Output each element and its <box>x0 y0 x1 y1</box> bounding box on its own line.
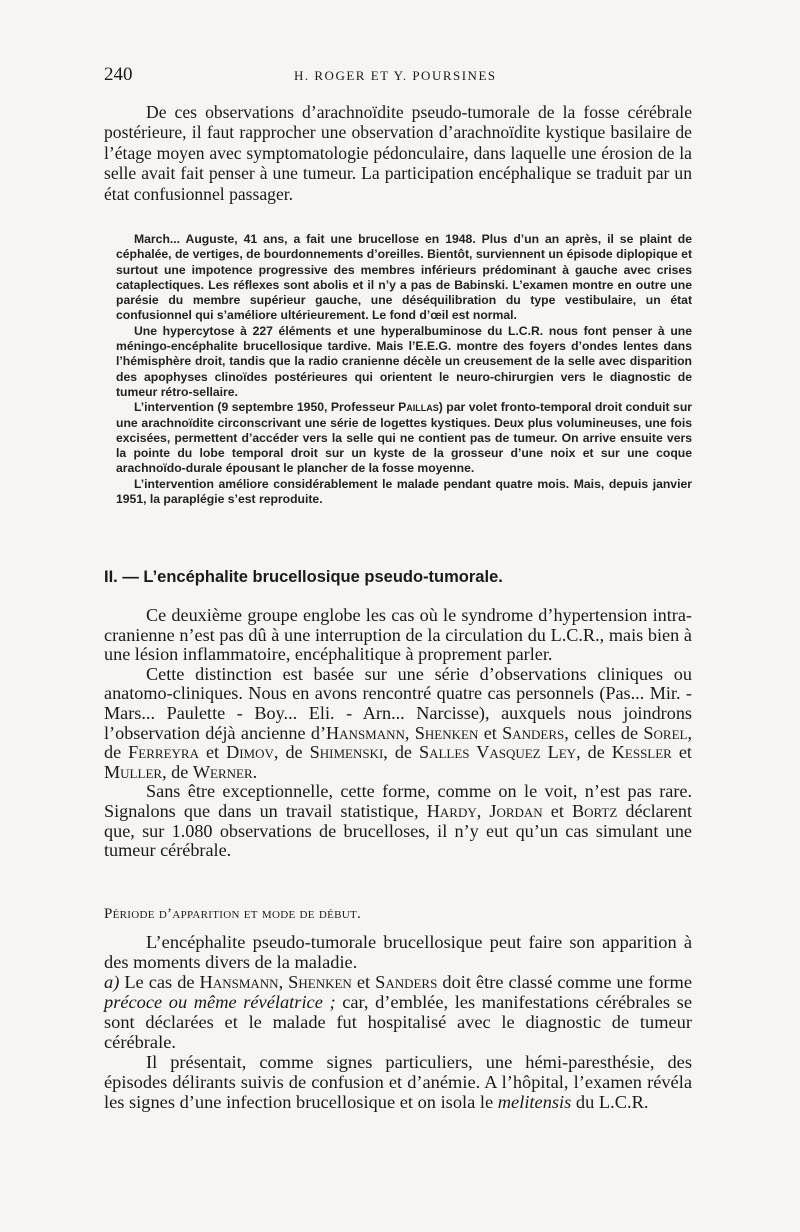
author-name: Muller <box>104 761 163 782</box>
text-run: et <box>351 972 376 992</box>
author-name: Hardy <box>426 800 477 821</box>
onset-paragraph-2 <box>104 1052 692 1112</box>
text-run: Le cas de <box>119 972 200 992</box>
group-paragraph-2: Cette distinction est basée sur une série d’observations cliniques ou anatomo-cliniques. Nous en avons rencontré quatre cas personnels (Pas... Mir. - Mars... Paulette - Boy... Eli. - Arn... Narcisse), auxquels nous joindrons l’observation déjà ancienne d’Hansmann, Shenken et Sanders, celles de Sorel, de Ferreyra et Dimov, de Shimenski, de Salles Vasquez Ley, de Kessler et Muller, de Werner. <box>104 663 692 782</box>
running-head: H. ROGER ET Y. POURSINES <box>294 68 497 83</box>
group-section <box>104 606 692 861</box>
text-run: Cette distinction est basée sur une série d’observations cliniques ou anatomo-cliniques. Nous en avons rencontré quatre cas personnels (Pas... Mir. - Mars... Paulette - Boy... Eli. - Arn... Narcisse), auxquels nous joindrons l’observation déjà ancienne d’ <box>104 663 692 743</box>
author-name: Shenken <box>414 722 479 743</box>
author-name: Shenken <box>288 972 352 992</box>
group-paragraph-3 <box>104 782 692 860</box>
text-run: , <box>278 972 289 992</box>
author-name: Sorel <box>643 722 688 743</box>
onset-paragraph-1: L’encéphalite pseudo-tumorale brucellosique peut faire son apparition à des moments divers de la maladie. <box>104 932 692 972</box>
text-run: Sans être exceptionnelle, cette forme, comme on le voit, n’est pas rare. Signalons que dans un travail statistique, <box>104 781 692 821</box>
text-run: , de <box>104 722 692 763</box>
text-run: , <box>476 800 490 821</box>
text-run: . <box>252 761 258 782</box>
case-paragraph-2: Une hypercytose à 227 éléments et une hyperalbuminose du L.C.R. nous font penser à une méningo-encéphalite brucellosique tardive. Mais l’E.E.G. montre des foyers d’ondes lentes dans l’hémisphère droit, tandis que la radio cranienne décèle un creusement de la selle avec disparition des apophyses clinoïdes postérieures qui orientent le neuro-chirurgien vers le diagnostic de tumeur rétro-sellaire. <box>116 323 692 399</box>
text-run: , de <box>162 761 193 782</box>
author-name: Jordan <box>489 800 543 821</box>
author-name: Shimenski <box>309 742 384 763</box>
text-run: , de <box>576 742 612 763</box>
author-name: Ferreyra <box>128 742 199 763</box>
author-name: Kessler <box>611 742 672 763</box>
author-name: Paillas <box>398 400 439 415</box>
subsection-heading: Période d’apparition et mode de début. <box>104 906 362 922</box>
author-name: Werner <box>192 761 253 782</box>
case-notes <box>116 232 692 507</box>
intro-paragraph: De ces observations d’arachnoïdite pseudo-tumorale de la fosse cérébrale postérieure, il faut rapprocher une observation d’arachnoïdite kystique basilaire de l’étage moyen avec symptomatologie pédonculaire, dans laquelle une érosion de la selle avait fait penser à une tumeur. La participation encéphalique se traduit par un état confusionnel passager. <box>104 102 692 204</box>
page-header <box>104 64 694 88</box>
case-paragraph-4: L’intervention améliore considérablement le malade pendant quatre mois. Mais, depuis janvier 1951, la paraplégie s’est reproduite. <box>116 476 692 507</box>
author-name: Hansmann <box>199 972 279 992</box>
text-run: , de <box>273 742 310 763</box>
case-paragraph-3 <box>116 400 692 476</box>
page-number: 240 <box>104 64 133 85</box>
text-run: car, d’emblée, les manifestations cérébrales se sont déclarées et le malade fut hospitalisé avec le diagnostic de tumeur cérébrale. <box>104 992 692 1052</box>
onset-item-a <box>104 972 692 1052</box>
text-run: doit être classé comme une forme <box>437 972 692 992</box>
emphasis: précoce ou même révélatrice ; <box>104 992 336 1012</box>
text-run: et <box>671 742 692 763</box>
author-name: Dimov <box>226 742 274 763</box>
text-run: du L.C.R. <box>571 1092 649 1112</box>
author-name: Sanders <box>502 722 565 743</box>
text-run: Il présentait, comme signes particuliers, une hémi-paresthésie, des épisodes délirants suivis de confusion et d’anémie. A l’hôpital, l’examen révéla les signes d’une infection brucellosique et on isola le <box>104 1052 692 1112</box>
author-name: Bortz <box>571 800 618 821</box>
text-run: et <box>542 800 572 821</box>
text-run: L’intervention (9 septembre 1950, Professeur <box>134 400 399 415</box>
text-run: , celles de <box>564 722 644 743</box>
author-name: Salles Vasquez Ley <box>418 742 577 763</box>
item-label: a) <box>104 972 120 992</box>
text-run: ) par volet fronto-temporal droit conduit sur une arachnoïdite circonscrivant une série de logettes kystiques. Deux plus volumineuses, une fois excisées, permettent d’accéder vers la selle qui ne contient pas de tumeur. On arrive ensuite vers la pointe du lobe temporal droit sur un kyste de la grosseur d’une noix et sur une coque arachnoïdo-durale épousant le plancher de la fosse moyenne. <box>116 400 693 476</box>
text-run: et <box>478 722 503 743</box>
emphasis: melitensis <box>497 1092 572 1112</box>
group-paragraph-1: Ce deuxième groupe englobe les cas où le syndrome d’hypertension intra-cranienne n’est pas dû à une interruption de la circulation du L.C.R., mais bien à une lésion inflammatoire, encéphalitique à proprement parler. <box>104 605 692 665</box>
onset-section <box>104 932 692 1112</box>
text-run: , de <box>383 742 419 763</box>
author-name: Hansmann <box>326 722 405 743</box>
section-heading: II. — L’encéphalite brucellosique pseudo-tumorale. <box>104 568 503 586</box>
text-run: et <box>198 742 227 763</box>
text-run: déclarent que, sur 1.080 observations de brucelloses, il n’y eut qu’un cas simulant une tumeur cérébrale. <box>104 800 692 861</box>
author-name: Sanders <box>375 972 438 992</box>
intro-section <box>104 102 692 204</box>
case-paragraph-1: March... Auguste, 41 ans, a fait une brucellose en 1948. Plus d’un an après, il se plaint de céphalée, de vertiges, de bourdonnements d’oreilles. Bientôt, surviennent un épisode diplopique et surtout une impotence progressive des membres inférieurs prédominant à gauche avec crises cataplectiques. Les réflexes sont abolis et il n’y a pas de Babinski. L’examen montre en outre une parésie du membre supérieur gauche, une déséquilibration du type vestibulaire, un état confusionnel qui s’améliore ultérieurement. Le fond d’œil est normal. <box>116 232 692 323</box>
